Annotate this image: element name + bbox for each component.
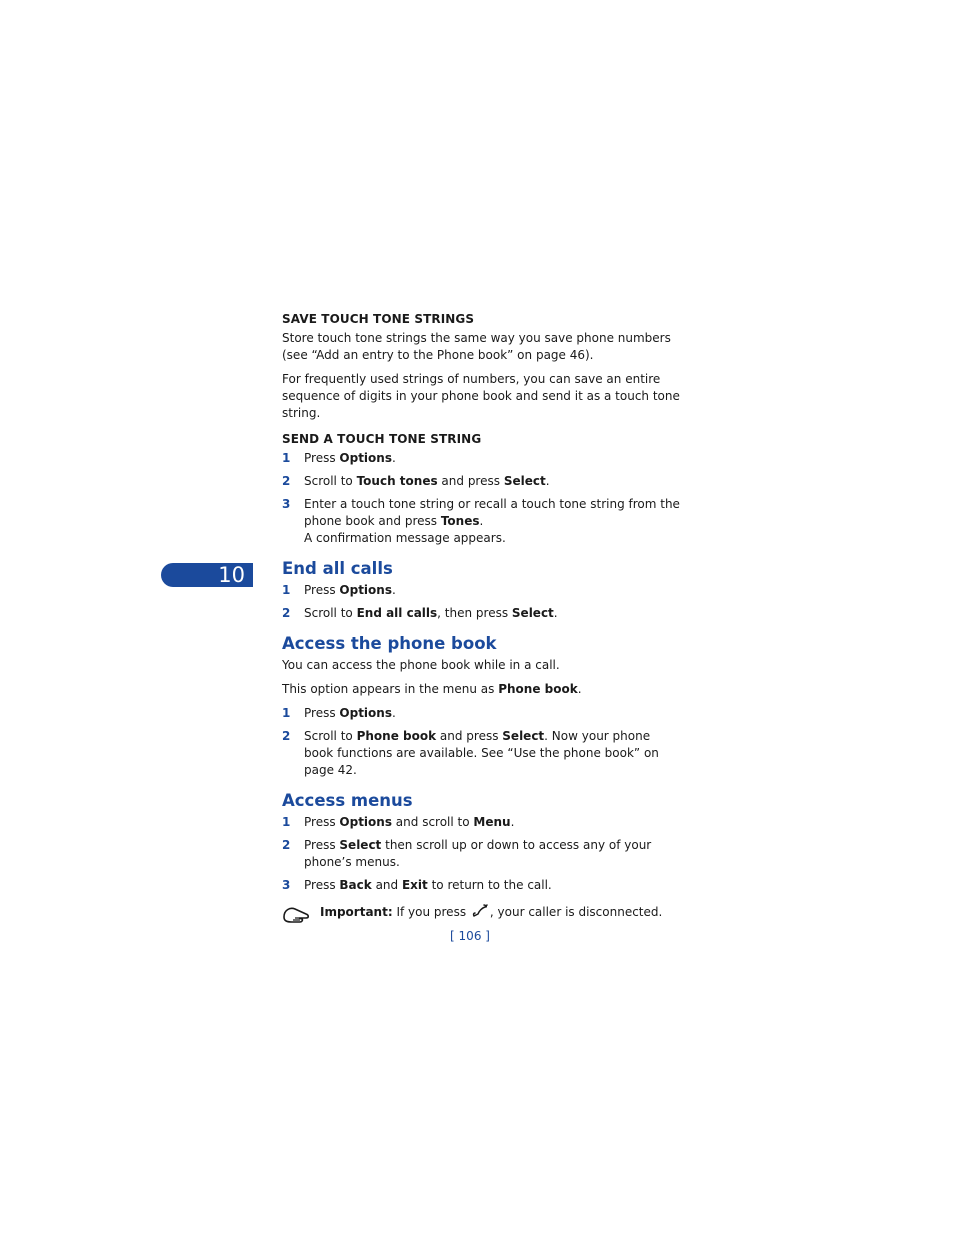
page-number: [ 106 ] — [450, 929, 490, 943]
step-number: 1 — [282, 583, 291, 597]
step-keyword: Phone book — [356, 729, 437, 743]
page-content — [282, 311, 682, 923]
step-number: 2 — [282, 838, 291, 852]
step-keyword: End all calls — [356, 606, 438, 620]
step-text: Scroll to — [304, 474, 357, 488]
step-keyword: Exit — [401, 878, 428, 892]
list-item — [282, 496, 682, 547]
step-keyword: Options — [339, 706, 392, 720]
step-text: Press — [304, 706, 340, 720]
para-text: This option appears in the menu as — [282, 682, 499, 696]
step-text: . — [510, 815, 515, 829]
save-para-1: Store touch tone strings the same way you save phone numbers (see “Add an entry to the Phone book” on page 46). — [282, 331, 671, 362]
step-keyword: Touch tones — [356, 474, 438, 488]
step-keyword: Select — [502, 729, 545, 743]
send-steps — [282, 450, 682, 547]
step-keyword: Options — [339, 815, 392, 829]
step-text: , then press — [437, 606, 512, 620]
step-text: and press — [436, 729, 503, 743]
list-item — [282, 450, 682, 467]
step-text: and scroll to — [391, 815, 474, 829]
step-keyword: Options — [339, 583, 392, 597]
note-text: If you press — [392, 905, 470, 919]
step-keyword: Back — [339, 878, 372, 892]
step-result: A confirmation message appears. — [304, 531, 506, 545]
list-item — [282, 582, 682, 599]
end-calls-heading: End all calls — [282, 559, 393, 578]
pointing-hand-icon — [282, 904, 312, 931]
step-keyword: Menu — [473, 815, 511, 829]
step-text: . — [391, 451, 396, 465]
step-text: Scroll to — [304, 606, 357, 620]
phone-book-heading: Access the phone book — [282, 634, 497, 653]
note-text: , your caller is disconnected. — [489, 905, 663, 919]
phone-book-para-1: You can access the phone book while in a call. — [282, 658, 560, 672]
step-text: . — [391, 706, 396, 720]
step-text: . — [391, 583, 396, 597]
step-text: . — [479, 514, 484, 528]
step-text: Enter a touch tone string or recall a touch tone string from the phone book and press — [304, 497, 680, 528]
chapter-tab — [161, 563, 253, 587]
step-text: and press — [437, 474, 504, 488]
send-heading: SEND A TOUCH TONE STRING — [282, 432, 482, 446]
menus-heading: Access menus — [282, 791, 413, 810]
step-text: Press — [304, 815, 340, 829]
list-item — [282, 877, 682, 894]
step-text: then scroll up or down to access any of your phone’s menus. — [304, 838, 652, 869]
step-keyword: Tones — [440, 514, 480, 528]
list-item — [282, 473, 682, 490]
list-item — [282, 605, 682, 622]
end-call-key-icon — [472, 904, 488, 923]
list-item — [282, 837, 682, 871]
step-text: to return to the call. — [427, 878, 552, 892]
important-note — [282, 904, 682, 923]
step-text: and — [371, 878, 402, 892]
step-keyword: Select — [503, 474, 546, 488]
step-text: . — [553, 606, 558, 620]
end-calls-steps — [282, 582, 682, 622]
step-text: Press — [304, 583, 340, 597]
step-number: 3 — [282, 878, 291, 892]
step-number: 1 — [282, 706, 291, 720]
phone-book-para-2 — [282, 681, 682, 698]
save-heading: SAVE TOUCH TONE STRINGS — [282, 312, 475, 326]
step-number: 1 — [282, 815, 291, 829]
step-number: 1 — [282, 451, 291, 465]
step-number: 3 — [282, 497, 291, 511]
step-text: Press — [304, 878, 340, 892]
chapter-number: 10 — [218, 563, 245, 587]
para-text: . — [577, 682, 582, 696]
step-text: Press — [304, 838, 340, 852]
step-text: . — [545, 474, 550, 488]
step-keyword: Select — [511, 606, 554, 620]
para-keyword: Phone book — [498, 682, 578, 696]
list-item — [282, 728, 682, 779]
important-label: Important: — [320, 905, 393, 919]
list-item — [282, 705, 682, 722]
step-text: Press — [304, 451, 340, 465]
menus-steps — [282, 814, 682, 894]
step-number: 2 — [282, 729, 291, 743]
step-keyword: Options — [339, 451, 392, 465]
step-number: 2 — [282, 606, 291, 620]
step-keyword: Select — [339, 838, 382, 852]
step-number: 2 — [282, 474, 291, 488]
phone-book-steps — [282, 705, 682, 779]
list-item — [282, 814, 682, 831]
step-text: Scroll to — [304, 729, 357, 743]
save-para-2: For frequently used strings of numbers, you can save an entire sequence of digits in your phone book and send it as a touch tone string. — [282, 372, 680, 420]
step-text: . Now your phone book functions are available. See “Use the phone book” on page 42. — [304, 729, 659, 777]
